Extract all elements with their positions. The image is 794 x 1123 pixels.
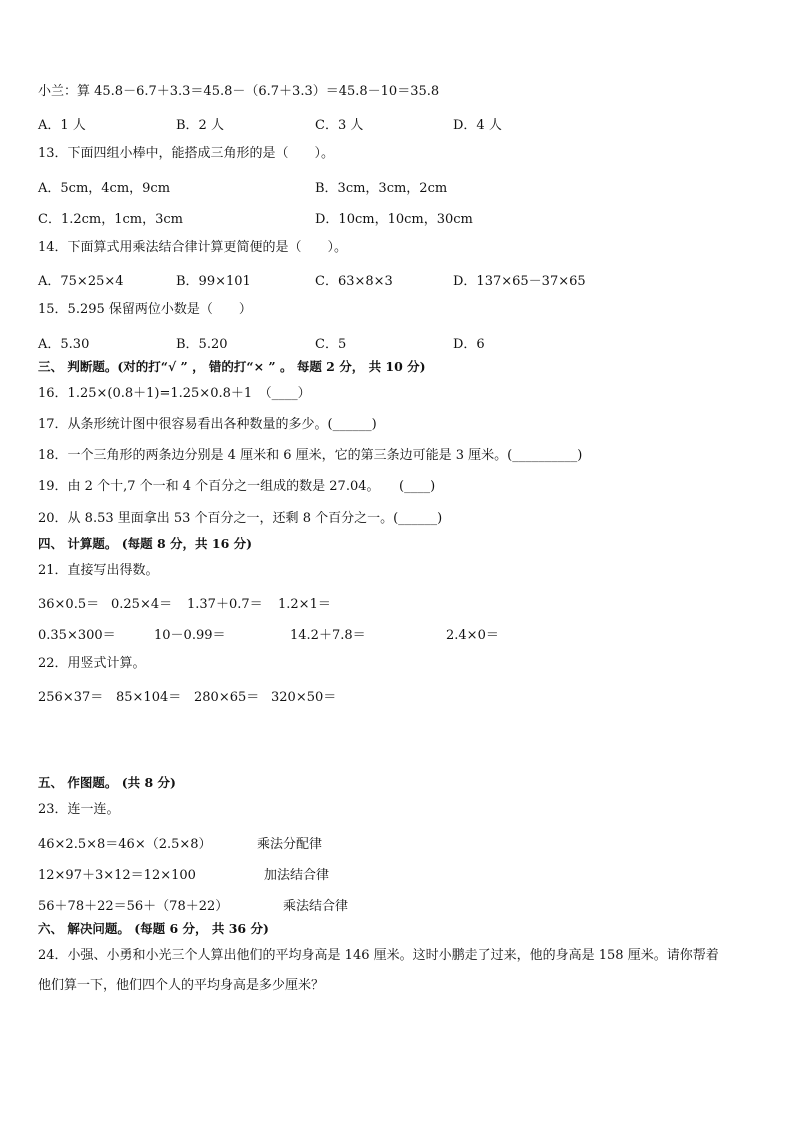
q22-stem: 22．用竖式计算。 [38,656,146,671]
q21-item: 0.35×300＝ [38,628,116,643]
q24-line-2: 他们算一下，他们四个人的平均身高是多少厘米？ [38,978,325,993]
q21-stem: 21．直接写出得数。 [38,563,159,578]
intro-line: 小兰：算 45.8－6.7＋3.3＝45.8－（6.7＋3.3）＝45.8－10＝35.8 [38,84,440,99]
q17: 17．从条形统计图中很容易看出各种数量的多少。(______) [38,417,377,432]
q15-option-c: C．5 [315,337,347,352]
q23-left-item: 12×97＋3×12＝12×100 [38,868,196,883]
section-6-title: 六、 解决问题。 (每题 6 分， 共 36 分) [38,921,269,936]
q19: 19．由 2 个十,7 个一和 4 个百分之一组成的数是 27.04。 (____) [38,479,436,494]
q22-item: 320×50＝ [271,690,337,705]
q23-stem: 23．连一连。 [38,802,120,817]
q23-right-item: 加法结合律 [264,868,330,883]
q13-option-b: B．3cm，3cm，2cm [315,181,448,196]
q13-option-a: A．5cm，4cm，9cm [38,181,171,196]
option-d: D．4 人 [453,118,502,133]
q21-item: 36×0.5＝ [38,597,100,612]
q14-option-d: D．137×65－37×65 [453,274,586,289]
option-b: B．2 人 [176,118,224,133]
q15-stem: 15．5.295 保留两位小数是（ ） [38,302,252,317]
q16: 16．1.25×(0.8＋1)=1.25×0.8＋1 （____） [38,386,311,401]
q22-item: 280×65＝ [194,690,260,705]
q23-left-item: 46×2.5×8＝46×（2.5×8） [38,837,212,852]
section-5-title: 五、 作图题。 (共 8 分) [38,775,176,790]
q21-item: 1.2×1＝ [278,597,331,612]
q15-option-b: B．5.20 [176,337,228,352]
q18: 18．一个三角形的两条边分别是 4 厘米和 6 厘米，它的第三条边可能是 3 厘米。(__________) [38,448,583,463]
q14-stem: 14．下面算式用乘法结合律计算更简便的是（ ）。 [38,240,348,255]
section-4-title: 四、 计算题。 (每题 8 分，共 16 分) [38,536,253,551]
q15-option-a: A．5.30 [38,337,90,352]
option-c: C．3 人 [315,118,364,133]
option-a: A．1 人 [38,118,86,133]
q22-item: 85×104＝ [116,690,182,705]
q21-item: 10－0.99＝ [154,628,226,643]
q14-option-a: A．75×25×4 [38,274,124,289]
q23-right-item: 乘法结合律 [283,899,349,914]
q24-line-1: 24．小强、小勇和小光三个人算出他们的平均身高是 146 厘米。这时小鹏走了过来，他的身高是 158 厘米。请你帮着 [38,948,719,963]
q14-option-c: C．63×8×3 [315,274,393,289]
q21-item: 1.37＋0.7＝ [187,597,263,612]
q13-stem: 13．下面四组小棒中，能搭成三角形的是（ ）。 [38,146,335,161]
q21-item: 2.4×0＝ [446,628,499,643]
q14-option-b: B．99×101 [176,274,251,289]
q13-option-d: D．10cm，10cm，30cm [315,212,473,227]
q23-right-item: 乘法分配律 [257,837,323,852]
q13-option-c: C．1.2cm，1cm，3cm [38,212,183,227]
q15-option-d: D．6 [453,337,485,352]
q21-item: 0.25×4＝ [111,597,173,612]
q22-item: 256×37＝ [38,690,104,705]
q21-item: 14.2＋7.8＝ [290,628,366,643]
q23-left-item: 56＋78＋22＝56＋（78＋22） [38,899,229,914]
q20: 20．从 8.53 里面拿出 53 个百分之一，还剩 8 个百分之一。(______) [38,511,443,526]
section-3-title: 三、 判断题。(对的打“√ ” ， 错的打“× ” 。 每题 2 分， 共 10 分) [38,359,426,374]
